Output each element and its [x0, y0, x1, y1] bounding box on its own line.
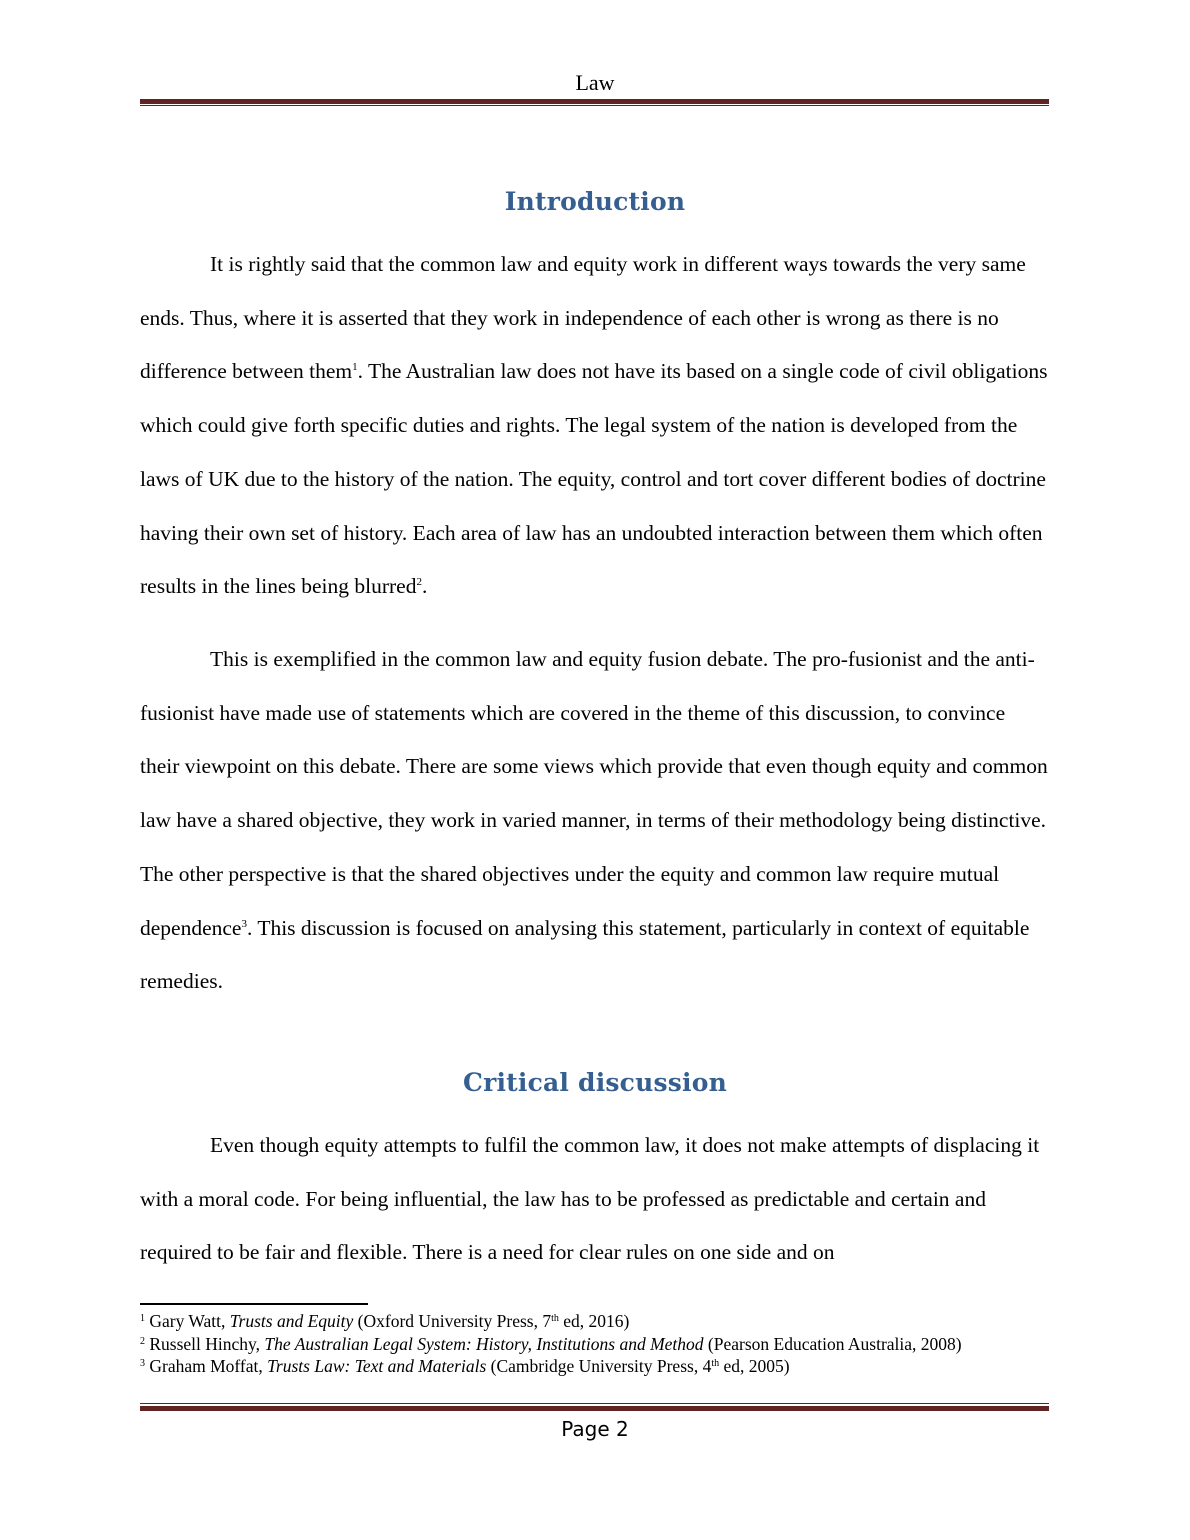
heading-introduction: Introduction — [504, 187, 686, 216]
footer-rule-thin — [140, 1403, 1049, 1404]
intro-paragraph-2 — [140, 633, 1049, 1009]
footnote-separator — [140, 1303, 368, 1305]
footnote-ref-1[interactable]: 1 — [352, 361, 358, 374]
footnote-ref-2[interactable]: 2 — [416, 576, 422, 589]
footnote-ref-3[interactable]: 3 — [241, 917, 247, 930]
intro-p2-text-a: This is exemplified in the common law and equity fusion debate. The pro-fusionist and the anti-fusionist have made use of statements which are covered in the theme of this discussion, to convince their viewpoint on this debate. There are some views which provide that even though equity and common law have a shared objective, they work in varied manner, in terms of their methodology being distinctive. The other perspective is that the shared objectives under the equity and common law require mutual dependence — [140, 647, 1048, 940]
header-rule-thin — [140, 105, 1049, 106]
header-rule — [140, 99, 1049, 104]
intro-paragraph-1 — [140, 238, 1049, 614]
header-title: Law — [575, 70, 615, 95]
page-number: Page 2 — [561, 1417, 629, 1441]
critical-p1-text: Even though equity attempts to fulfil the common law, it does not make attempts of displacing it with a moral code. For being influential, the law has to be professed as predictable and certain and required to be fair and flexible. There is a need for clear rules on one side and on — [140, 1133, 1040, 1265]
intro-p1-text-c: . — [421, 574, 428, 599]
intro-p1-text-b: . The Australian law does not have its based on a single code of civil obligations which could give forth specific duties and rights. The legal system of the nation is developed from the laws of UK due to the history of the nation. The equity, control and tort cover different bodies of doctrine having their own set of history. Each area of law has an undoubted interaction between them which often results in the lines being blurred — [140, 359, 1048, 599]
footnote-2: $^2$ Russell Hinchy, The Australian Legal System: History, Institutions and Method (Pearson Education Australia, 2008) — [140, 1333, 962, 1354]
footnotes — [140, 1310, 1049, 1378]
footnote-1: $^1$ Gary Watt, Trusts and Equity (Oxford University Press, 7th ed, 2016) — [140, 1311, 630, 1331]
intro-p1-text-a: It is rightly said that the common law and equity work in different ways towards the very same ends. Thus, where it is asserted that they work in independence of each other is wrong as there is no difference between them — [140, 252, 1026, 384]
intro-p2-text-b: . This discussion is focused on analysing this statement, particularly in context of equitable remedies. — [140, 915, 1030, 994]
critical-paragraph-1 — [140, 1119, 1049, 1280]
footnote-3: $^3$ Graham Moffat, Trusts Law: Text and Materials (Cambridge University Press, 4th ed, 2005) — [140, 1356, 790, 1376]
footer-rule — [140, 1406, 1049, 1411]
heading-critical-discussion: Critical discussion — [463, 1068, 727, 1097]
